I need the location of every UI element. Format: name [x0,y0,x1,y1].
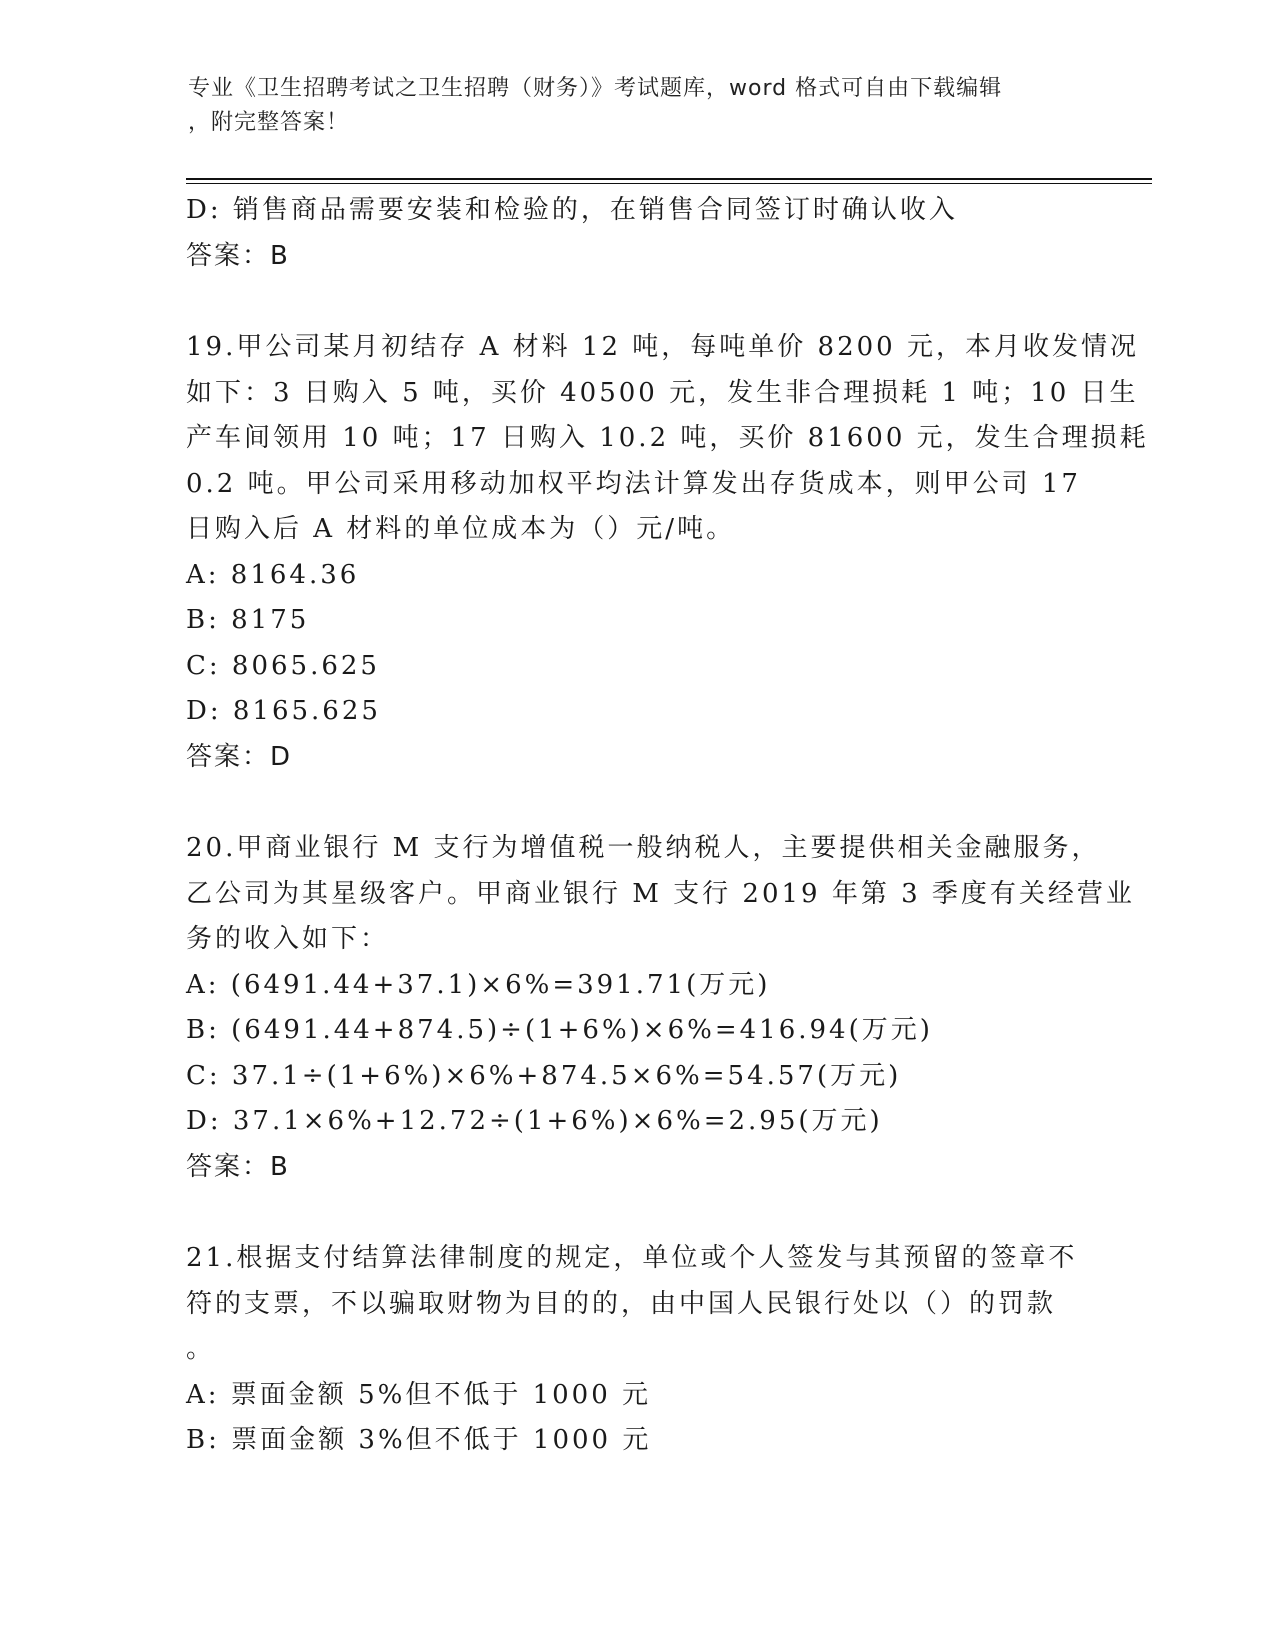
question-stem-line: 20.甲商业银行 M 支行为增值税一般纳税人，主要提供相关金融服务， [186,833,1101,863]
answer: 答案：B [186,1151,290,1182]
option-b: B: (6491.44+874.5)÷(1+6%)×6%=416.94(万元) [186,1015,933,1045]
answer: 答案：B [186,240,290,271]
option-d: D: 37.1×6%+12.72÷(1+6%)×6%=2.95(万元) [186,1106,883,1136]
question-content [186,188,1149,1464]
header-divider-thin [186,183,1152,184]
question-stem-line: 。 [186,1334,216,1364]
question-stem-line: 19.甲公司某月初结存 A 材料 12 吨，每吨单价 8200 元，本月收发情况 [186,332,1139,362]
question-19 [186,325,1149,780]
page-header [188,72,1068,140]
header-line-2: ，附完整答案！ [188,110,350,135]
option-b: B: 8175 [186,605,310,635]
option-c: C: 8065.625 [186,650,380,681]
option-a: A: 8164.36 [186,559,360,590]
question-stem-line: 21.根据支付结算法律制度的规定，单位或个人签发与其预留的签章不 [186,1243,1078,1273]
question-stem-line: 产车间领用 10 吨；17 日购入 10.2 吨，买价 81600 元，发生合理损耗 [186,423,1149,453]
option-c: C: 37.1÷(1+6%)×6%+874.5×6%=54.57(万元) [186,1060,902,1091]
option-a: A: (6491.44+37.1)×6%=391.71(万元) [186,969,771,1000]
question-stem-line: 符的支票，不以骗取财物为目的的，由中国人民银行处以（）的罚款 [186,1288,1057,1319]
option-b: B: 票面金额 3%但不低于 1000 元 [186,1425,652,1455]
question-stem-line: 如下：3 日购入 5 吨，买价 40500 元，发生非合理损耗 1 吨；10 日生 [186,377,1139,408]
question-21 [186,1236,1086,1464]
option-d: D: 销售商品需要安装和检验的，在销售合同签订时确认收入 [186,195,958,225]
question-20 [186,826,1135,1190]
header-line-1: 专业《卫生招聘考试之卫生招聘（财务）》考试题库，word 格式可自由下载编辑 [188,76,1003,101]
header-divider-thick [186,178,1152,180]
answer: 答案：D [186,741,293,772]
prev-question [186,188,1086,279]
question-stem-line: 务的收入如下： [186,924,390,954]
question-stem-line: 日购入后 A 材料的单位成本为（）元/吨。 [186,514,736,544]
option-a: A: 票面金额 5%但不低于 1000 元 [186,1379,652,1410]
question-stem-line: 0.2 吨。甲公司采用移动加权平均法计算发出存货成本，则甲公司 17 [186,468,1081,499]
option-d: D: 8165.625 [186,696,381,726]
question-stem-line: 乙公司为其星级客户。甲商业银行 M 支行 2019 年第 3 季度有关经营业 [186,878,1135,909]
